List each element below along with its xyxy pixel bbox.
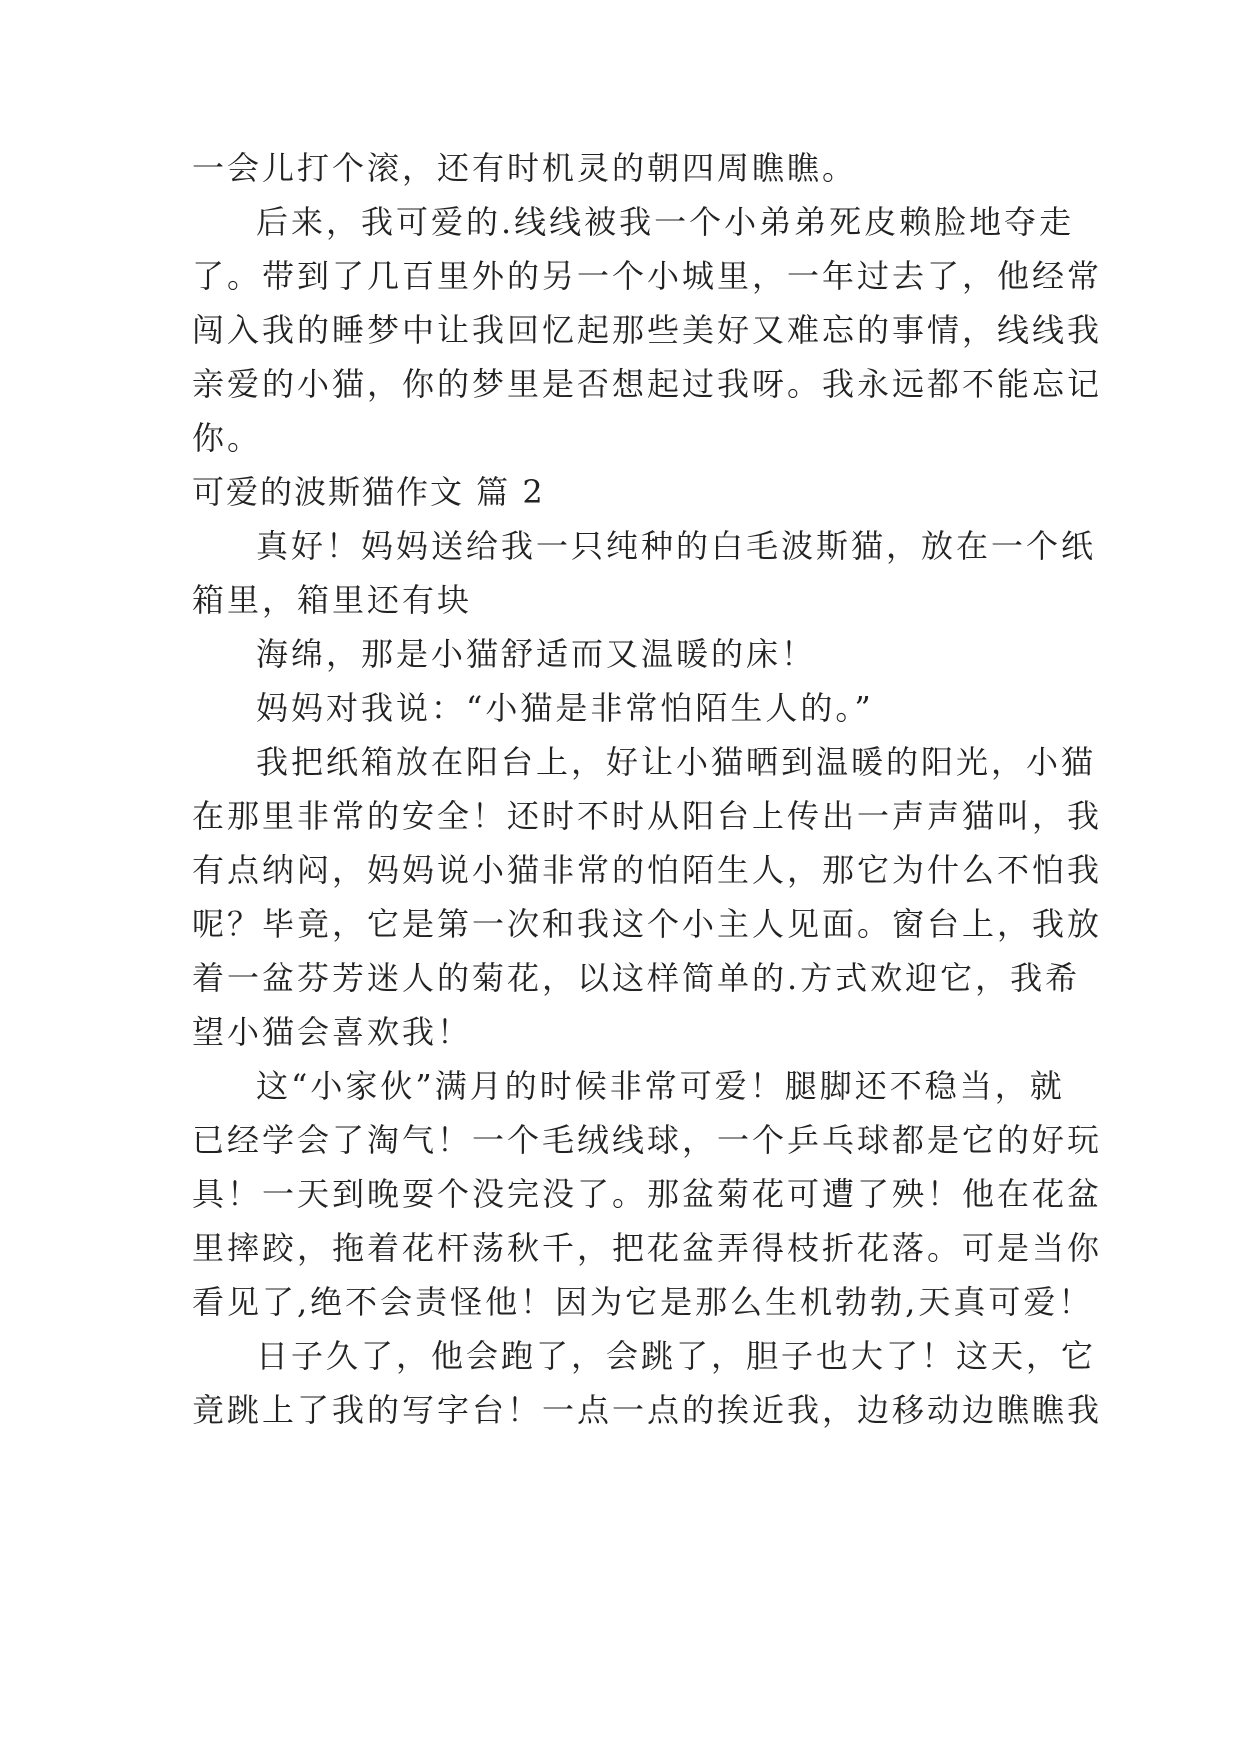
text-line: 闯入我的睡梦中让我回忆起那些美好又难忘的事情，线线我	[192, 311, 1103, 349]
text-line: 竟跳上了我的写字台！一点一点的挨近我，边移动边瞧瞧我	[192, 1391, 1103, 1429]
text-line: 箱里，箱里还有块	[192, 581, 473, 619]
text-line: 着一盆芬芳迷人的菊花，以这样简单的.方式欢迎它，我希	[192, 959, 1081, 997]
text-line: 看见了,绝不会责怪他！因为它是那么生机勃勃,天真可爱！	[192, 1283, 1094, 1321]
paragraph-start-line: 后来，我可爱的.线线被我一个小弟弟死皮赖脸地夺走	[256, 203, 1075, 241]
text-line: 一会儿打个滚，还有时机灵的朝四周瞧瞧。	[192, 149, 858, 187]
text-line: 亲爱的小猫，你的梦里是否想起过我呀。我永远都不能忘记	[192, 365, 1103, 403]
text-line: 你。	[192, 419, 263, 457]
paragraph-start-line: 我把纸箱放在阳台上，好让小猫晒到温暖的阳光，小猫	[256, 743, 1097, 781]
text-line: 呢？毕竟，它是第一次和我这个小主人见面。窗台上，我放	[192, 905, 1103, 943]
text-line: 在那里非常的安全！还时不时从阳台上传出一声声猫叫，我	[192, 797, 1103, 835]
text-line: 具！一天到晚耍个没完没了。那盆菊花可遭了殃！他在花盆	[192, 1175, 1103, 1213]
text-line: 已经学会了淘气！一个毛绒线球，一个乒乓球都是它的好玩	[192, 1121, 1103, 1159]
paragraph-start-line: 日子久了，他会跑了，会跳了，胆子也大了！这天，它	[256, 1337, 1097, 1375]
paragraph-start-line: 真好！妈妈送给我一只纯种的白毛波斯猫，放在一个纸	[256, 527, 1097, 565]
section-heading: 可爱的波斯猫作文 篇 2	[192, 473, 545, 511]
paragraph-start-line: 这“小家伙”满月的时候非常可爱！腿脚还不稳当，就	[256, 1067, 1065, 1105]
paragraph-start-line: 海绵，那是小猫舒适而又温暖的床！	[256, 635, 817, 673]
paragraph-start-line: 妈妈对我说：“小猫是非常怕陌生人的。”	[256, 689, 874, 727]
text-line: 了。带到了几百里外的另一个小城里，一年过去了，他经常	[192, 257, 1103, 295]
text-line: 有点纳闷，妈妈说小猫非常的怕陌生人，那它为什么不怕我	[192, 851, 1103, 889]
text-line: 里摔跤，拖着花杆荡秋千，把花盆弄得枝折花落。可是当你	[192, 1229, 1103, 1267]
text-line: 望小猫会喜欢我！	[192, 1013, 473, 1051]
